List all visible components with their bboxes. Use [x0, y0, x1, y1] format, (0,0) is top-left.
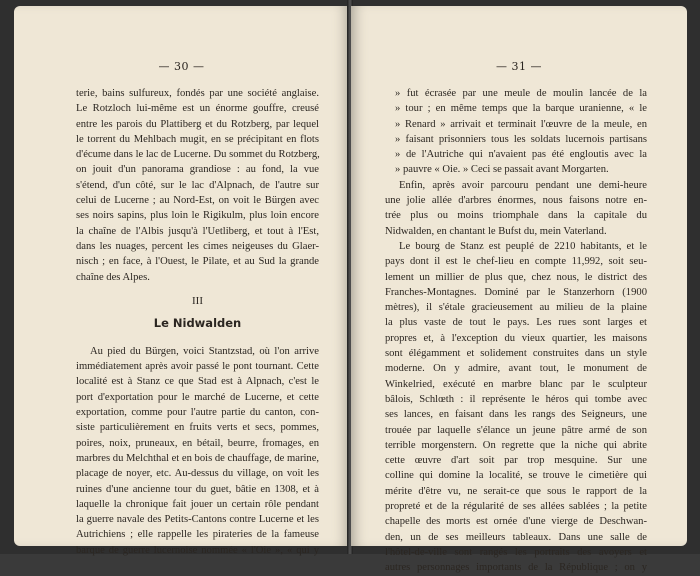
- text-line: immédiatement après avoir passé le pont tournant. Cette: [76, 361, 319, 373]
- text-line: chapelle des morts est ornée d'une vierge de Deschwan-: [385, 516, 647, 528]
- text-line: colline qui domine la localité, se trouve le cimetière qui: [385, 470, 647, 482]
- right-page-text: [385, 86, 647, 576]
- text-line: trouée par laquelle s'élance un jeune pâtre armé de son: [385, 424, 647, 436]
- text-line: la guerre navale des Petits-Cantons contre Lucerne et les: [76, 514, 319, 526]
- text-line: ses noirs sapins, plus loin le Rigikulm, plus loin encore: [76, 210, 319, 222]
- text-line: une jolie allée d'arbres énormes, nous faisons notre en-: [385, 195, 647, 207]
- text-line: mérite d'être vu, ne serait-ce que sous le rapport de la: [385, 485, 647, 497]
- text-line: marbres du Melchthal et en bois de chauffage, de marine,: [76, 452, 320, 464]
- text-line: port d'exportation pour le marché de Lucerne, et cette: [76, 391, 319, 403]
- text-line: siste particulièrement en fruits verts et secs, pommes,: [76, 422, 319, 434]
- text-line: dans les nuages, percent les cimes neigeuses du Glaer-: [76, 240, 319, 252]
- text-line: » pauvre « Oie. » Ceci se passait avant Morgarten.: [395, 164, 609, 176]
- left-page-text: [76, 86, 319, 558]
- text-line: terrible morgenstern. On regrette que la niche qui abrite: [385, 439, 647, 451]
- text-line: celui de Lucerne ; au Nord-Est, on voit le Bürgen avec: [76, 195, 319, 207]
- text-line: Winkelried, exécuté en marbre blanc par le sculpteur: [385, 378, 647, 390]
- text-line: exportation, comme pour l'autre partie du canton, con-: [76, 407, 319, 419]
- text-line: propreté et de la régularité de ses allées sablées ; la petite: [385, 501, 647, 513]
- page-number: — 31 —: [496, 60, 542, 73]
- text-line: Enfin, après avoir parcouru pendant une demi-heure: [399, 179, 647, 191]
- text-line: den, un de ses meilleurs tableaux. Dans une salle de: [385, 531, 647, 543]
- text-line: » faisant prisonniers tous les soldats lucernois partisans: [395, 133, 647, 145]
- text-line: le torrent du Mehlbach mugit, en se précipitant en flots: [76, 133, 319, 145]
- text-line: laquelle la chronique fait jouer un certain rôle pendant: [76, 498, 319, 510]
- section-number: III: [192, 294, 203, 307]
- text-line: barque de guerre lucernoise nommée « l'Oie », « qui y: [76, 544, 319, 556]
- text-line: » de l'Autriche qui n'avaient pas été engloutis avec la: [395, 149, 647, 161]
- text-line: la plus vaste de tout le pays. Les rues sont larges et: [385, 317, 647, 329]
- text-line: Autrichiens ; elle rappelle les pirateries de la fameuse: [76, 529, 319, 541]
- text-line: pays dont il est le chef-lieu en compte 11,992, soit seu-: [385, 256, 647, 268]
- text-line: s'étend, d'un côté, sur le lac d'Alpnach, de l'autre sur: [76, 179, 319, 191]
- text-line: » fut écrasée par une meule de moulin lancée de la: [395, 88, 647, 99]
- text-line: Au pied du Bürgen, voici Stantzstad, où l'on arrive: [90, 345, 319, 357]
- text-line: d'écume dans le lac de Lucerne. Du sommet du Rotzberg,: [76, 149, 320, 161]
- text-line: » tour ; en même temps que la barque uranienne, « le: [395, 103, 647, 115]
- text-line: Franches-Montagnes. Dominé par le Stanzerhorn (1900: [385, 286, 647, 298]
- text-line: moderne. On y admire, avant tout, le monument de: [385, 363, 647, 375]
- text-line: cette œuvre d'art soit par trop mesquine. Sur une: [385, 455, 647, 467]
- text-line: terie, bains sulfureux, fondés par une société anglaise.: [76, 88, 319, 99]
- section-title: Le Nidwalden: [153, 315, 242, 330]
- text-line: bâlois, Schlœth : il représente le héros qui tombe avec: [385, 393, 647, 405]
- text-line: sont élégamment et solidement construites dans un style: [385, 348, 647, 360]
- page-number: — 30 —: [158, 60, 205, 73]
- text-line: localité est à Stanz ce que Stad est à Alpnach, c'est le: [76, 376, 319, 388]
- text-line: ruines d'une ancienne tour du guet, bâtie en 1308, et à: [76, 483, 319, 495]
- text-line: propres et, à l'exception du vieux quartier, les maisons: [385, 332, 647, 344]
- text-line: chaîne des Alpes.: [76, 271, 150, 283]
- text-line: mètres), il s'étale gracieusement au milieu de la plaine: [385, 302, 647, 314]
- text-line: nisch ; en face, à l'Ouest, le Pilate, et au Sud la grande: [76, 256, 319, 268]
- text-line: poires, noix, pruneaux, en bétail, beurre, fromages, en: [76, 437, 319, 449]
- text-line: ses lances, en faisant dans les rangs des Seigneurs, une: [385, 409, 647, 421]
- text-line: la chaîne de l'Albis jusqu'à l'Uetliberg, et tout à l'Est,: [76, 225, 319, 237]
- text-line: » Renard » arrivait et terminait l'œuvre de la meule, en: [395, 118, 647, 130]
- text-line: trée plus ou moins triomphale dans la capitale du: [385, 210, 647, 222]
- text-line: Le Rotzloch lui-même est un énorme gouffre, creusé: [76, 103, 319, 115]
- text-line: Nidwalden, en chantant le Bufst du, mein Vaterland.: [385, 225, 607, 237]
- text-line: autres personnages importants de la République ; on y: [385, 562, 647, 574]
- right-page: [351, 6, 687, 574]
- left-page: [14, 6, 349, 556]
- text-line: on jouit d'un panorama grandiose : au fond, la vue: [76, 164, 319, 176]
- text-line: Le bourg de Stanz est peuplé de 2210 habitants, et le: [399, 240, 647, 252]
- text-line: l'hôtel-de-ville sont rangés les portraits des avoyers et: [385, 546, 647, 558]
- text-line: placage de noyer, etc. Au-dessus du village, on voit les: [76, 468, 319, 480]
- text-line: entre les parois du Plattiberg et du Rotzberg, par lequel: [76, 118, 319, 130]
- text-line: lement un millier de plus que, chez nous, le district des: [385, 271, 647, 283]
